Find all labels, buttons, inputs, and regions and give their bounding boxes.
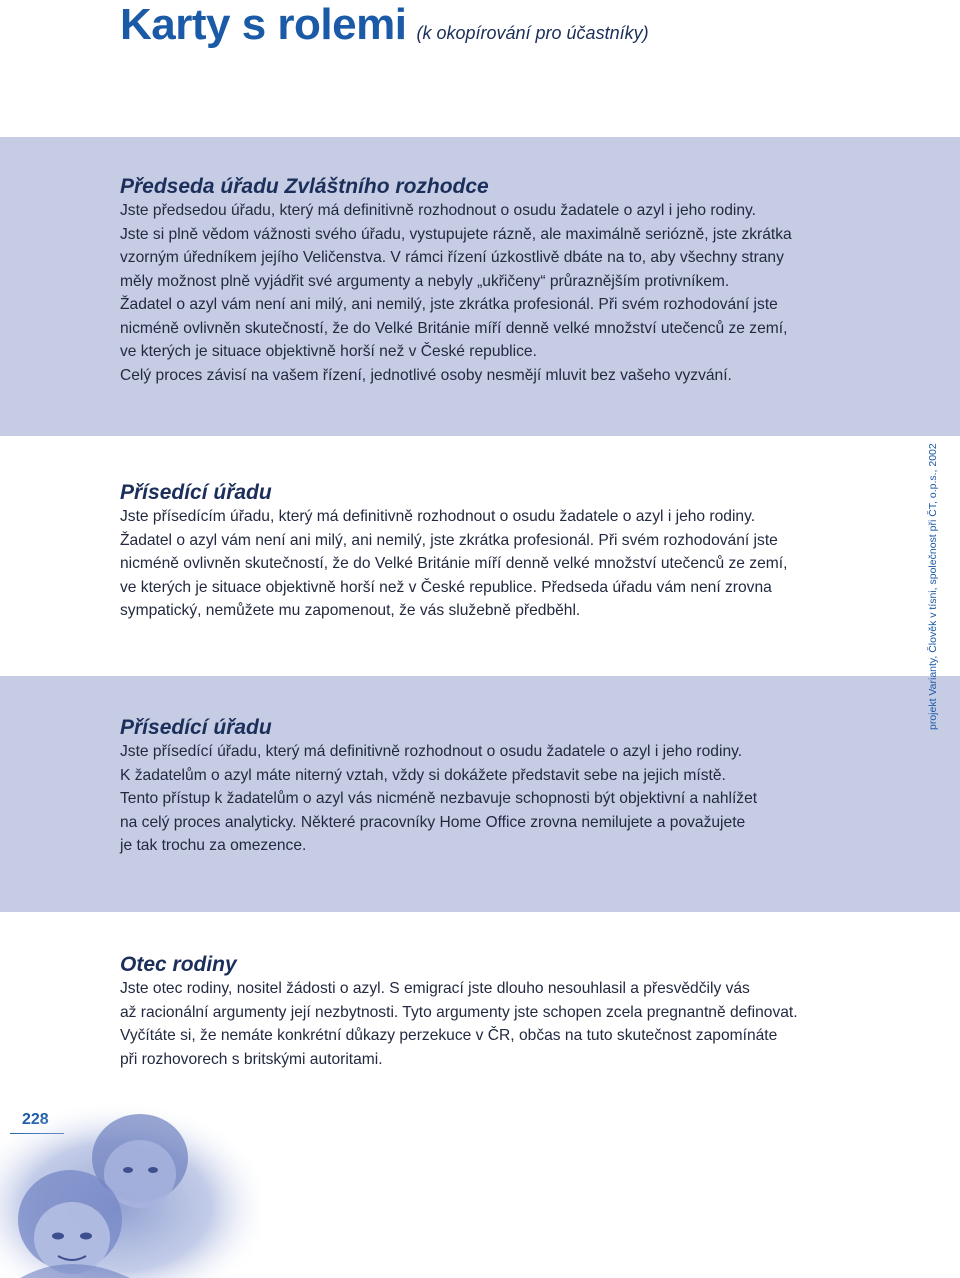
text-line: ve kterých je situace objektivně horší než v České republice. Předseda úřadu vám není zrovna [120,578,772,596]
role-card-text [120,199,850,387]
text-line: Tento přístup k žadatelům o azyl vás nicméně nezbavuje schopnosti být objektivní a nahlížet [120,790,758,807]
vertical-credit [925,443,945,730]
text-line: Jste otec rodiny, nositel žádosti o azyl. S emigrací jste dlouho nesouhlasil a přesvědčily vás [120,980,750,997]
role-card-title: Přísedící úřadu [120,481,272,504]
text-line: Jste přísedící úřadu, který má definitivně rozhodnout o osudu žadatele o azyl i jeho rodiny. [120,743,743,760]
text-line: Žadatel o azyl vám není ani milý, ani nemilý, jste zkrátka profesionál. Při svém rozhodování jste [120,531,778,549]
text-line: sympatický, nemůžete mu zapomenout, že vás služebně předběhl. [120,602,581,619]
role-card-title: Předseda úřadu Zvláštního rozhodce [120,175,489,198]
role-card-text [120,740,850,858]
role-card-title: Otec rodiny [120,953,237,976]
text-line: Jste předsedou úřadu, který má definitivně rozhodnout o osudu žadatele o azyl i jeho rodiny. [120,202,756,219]
text-line: až racionální argumenty její nezbytnosti. Tyto argumenty jste schopen zcela pregnantně definovat. [120,1003,798,1021]
text-line: Jste přísedícím úřadu, který má definitivně rozhodnout o osudu žadatele o azyl i jeho rodiny. [120,508,756,525]
text-line: při rozhovorech s britskými autoritami. [120,1050,383,1068]
text-line: Celý proces závisí na vašem řízení, jednotlivé osoby nesmějí mluvit bez vašeho vyzvání. [120,366,732,384]
page-title: Karty s rolemi [120,0,407,49]
text-line: vzorným úředníkem jejího Veličenstva. V rámci řízení úzkostlivě dbáte na to, aby všechny strany [120,249,784,266]
text-line: Vyčítáte si, že nemáte konkrétní důkazy perzekuce v ČR, občas na tuto skutečnost zapomínáte [120,1027,778,1044]
text-line: měly možnost plně vyjádřit své argumenty a nebyly „ukřičeny“ průraznějším protivníkem. [120,272,730,290]
role-card-prisedici-2 [120,716,850,858]
credit-text: projekt Varianty, Člověk v tísni, společnost při ČT, o.p.s., 2002 [927,443,939,730]
role-card-otec [120,953,850,1071]
text-line: Jste si plně vědom vážnosti svého úřadu, vystupujete rázně, ale maximálně seriózně, jste zkrátka [120,225,792,243]
role-card-predseda [120,175,850,387]
text-line: ve kterých je situace objektivně horší než v České republice. [120,343,537,360]
children-photo [0,1100,260,1278]
role-card-text [120,977,850,1071]
page-header [120,0,649,50]
text-line: Žadatel o azyl vám není ani milý, ani nemilý, jste zkrátka profesionál. Při svém rozhodování jste [120,296,778,313]
text-line: na celý proces analyticky. Některé pracovníky Home Office zrovna nemilujete a považujete [120,813,746,831]
text-line: je tak trochu za omezence. [120,837,307,854]
text-line: nicméně ovlivněn skutečností, že do Velké Británie míří denně velké množství utečenců ze zemí, [120,555,788,572]
role-card-text [120,505,850,623]
role-card-title: Přísedící úřadu [120,716,272,739]
text-line: nicméně ovlivněn skutečností, že do Velké Británie míří denně velké množství utečenců ze zemí, [120,319,788,337]
page-subtitle: (k okopírování pro účastníky) [416,23,649,43]
role-card-prisedici-1 [120,481,850,623]
text-line: K žadatelům o azyl máte niterný vztah, vždy si dokážete představit sebe na jejich místě. [120,766,726,784]
